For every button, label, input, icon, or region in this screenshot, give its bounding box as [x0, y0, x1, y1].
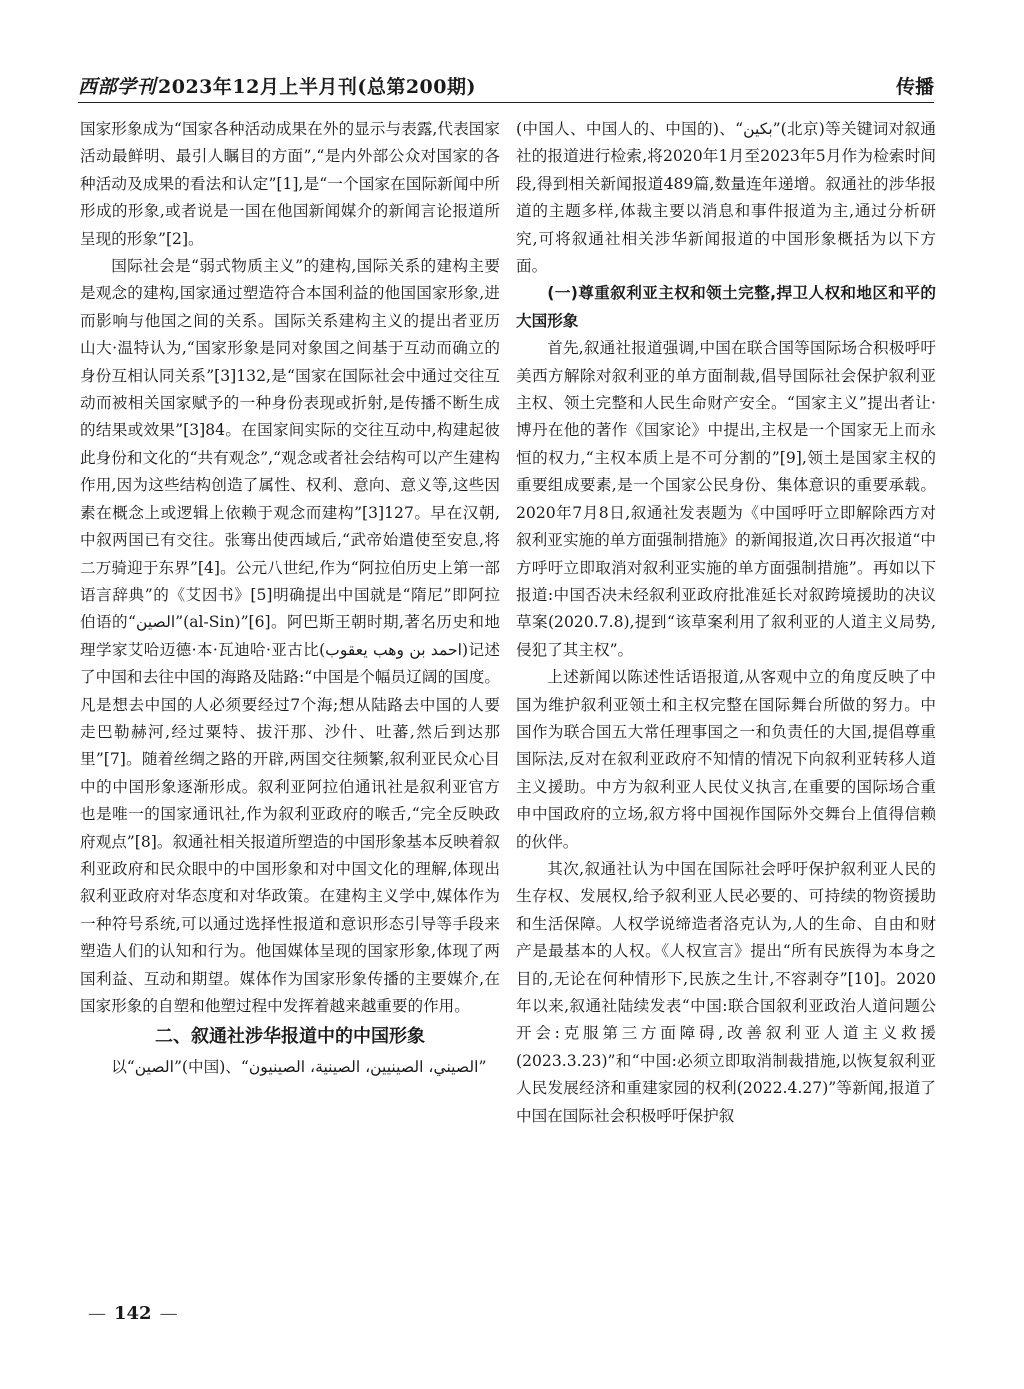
- paragraph: (中国人、中国人的、中国的)、“بكين”(北京)等关键词对叙通社的报道进行检索,将2020年1月至2023年5月作为检索时间段,得到相关新闻报道489篇,数量连年递增。叙通社的涉华报道的主题多样,体裁主要以消息和事件报道为主,通过分析研究,可将叙通社相关涉华新闻报道的中国形象概括为以下方面。: [516, 120, 936, 276]
- page-number: 142: [114, 1303, 152, 1324]
- running-header: [78, 68, 934, 103]
- footer-dash-left: —: [88, 1303, 106, 1324]
- right-column: [516, 116, 936, 1296]
- paragraph: 其次,叙通社认为中国在国际社会呼吁保护叙利亚人民的生存权、发展权,给予叙利亚人民必要的、可持续的物资援助和生活保障。人权学说缔造者洛克认为,人的生命、自由和财产是最基本的人权。《人权宣言》提出“所有民族得为本身之目的,无论在何种情形下,民族之生计,不容剥夺”[10]。2020年以来,叙通社陆续发表“中国:联合国叙利亚政治人道问题公开会:克服第三方面障碍,改善叙利亚人道主义救援(2023.3.23)”和“中国:必须立即取消制裁措施,以恢复叙利亚人民发展经济和重建家园的权利(2022.4.27)”等新闻,报道了中国在国际社会积极呼吁保护叙: [516, 859, 936, 1125]
- section-name: 传播: [895, 76, 934, 98]
- page-footer: [80, 1303, 186, 1324]
- journal-title: [78, 72, 476, 99]
- left-column: [80, 116, 500, 1296]
- journal-logo: 西部学刊: [78, 76, 157, 98]
- issue-info: 2023年12月上半月刊(总第200期): [158, 76, 476, 98]
- footer-dash-right: —: [159, 1303, 178, 1324]
- section-heading: 二、叙通社涉华报道中的中国形象: [155, 1026, 425, 1048]
- paragraph: 上述新闻以陈述性话语报道,从客观中立的角度反映了中国为维护叙利亚领土和主权完整在国际舞台所做的努力。中国作为联合国五大常任理事国之一和负责任的大国,提倡尊重国际法,反对在叙利亚政府不知情的情况下向叙利亚转移人道主义援助。中方为叙利亚人民仗义执言,在重要的国际场合重申中国政府的立场,叙方将中国视作国际外交舞台上值得信赖的伙伴。: [516, 668, 936, 851]
- paragraph: 以“الصين”(中国)、“الصيني، الصينيين، الصينية، الصينيون”: [111, 1058, 487, 1077]
- paragraph: 国家形象成为“国家各种活动成果在外的显示与表露,代表国家活动最鲜明、最引人瞩目的方面”,“是内外部公众对国家的各种活动及成果的看法和认定”[1],是“一个国家在国际新闻中所形成的形象,或者说是一国在他国新闻媒介的新闻言论报道所呈现的形象”[2]。: [80, 120, 500, 248]
- paragraph: 首先,叙通社报道强调,中国在联合国等国际场合积极呼吁美西方解除对叙利亚的单方面制裁,倡导国际社会保护叙利亚主权、领土完整和人民生命财产安全。“国家主义”提出者让·博丹在他的著作《国家论》中提出,主权是一个国家无上而永恒的权力,“主权本质上是不可分割的”[9],领土是国家主权的重要组成要素,是一个国家公民身份、集体意识的重要承载。2020年7月8日,叙通社发表题为《中国呼吁立即解除西方对叙利亚实施的单方面强制措施》的新闻报道,次日再次报道“中方呼吁立即取消对叙利亚实施的单方面强制措施”。再如以下报道:中国否决未经叙利亚政府批准延长对叙跨境援助的决议草案(2020.7.8),提到“该草案利用了叙利亚的人道主义局势,侵犯了其主权”。: [516, 339, 936, 659]
- subsection-heading: (一)尊重叙利亚主权和领土完整,捍卫人权和地区和平的大国形象: [516, 284, 936, 330]
- paragraph: 国际社会是“弱式物质主义”的建构,国际关系的建构主要是观念的建构,国家通过塑造符合本国利益的他国国家形象,进而影响与他国之间的关系。国际关系建构主义的提出者亚历山大·温特认为,“国家形象是同对象国之间基于互动而确立的身份互相认同关系”[3]132,是“国家在国际社会中通过交往互动而被相关国家赋予的一种身份表现或折射,是传播不断生成的结果或效果”[3]84。在国家间实际的交往互动中,构建起彼此身份和文化的“共有观念”,“观念或者社会结构可以产生建构作用,因为这些结构创造了属性、权利、意向、意义等,这些因素在概念上或逻辑上依赖于观念而建构”[3]127。早在汉朝,中叙两国已有交往。张骞出使西域后,“武帝始遣使至安息,将二万骑迎于东界”[4]。公元八世纪,作为“阿拉伯历史上第一部语言辞典”的《艾因书》[5]明确提出中国就是“隋尼”即阿拉伯语的“الصين”(al-Sin)”[6]。阿巴斯王朝时期,著名历史和地理学家艾哈迈德·本·瓦迪哈·亚古比(احمد بن وهب يعقوب)记述了中国和去往中国的海路及陆路:“中国是个幅员辽阔的国度。凡是想去中国的人必须要经过7个海;想从陆路去中国的人要走巴勒赫河,经过粟特、拔汗那、沙什、吐蕃,然后到达那里”[7]。随着丝绸之路的开辟,两国交往频繁,叙利亚民众心目中的中国形象逐渐形成。叙利亚阿拉伯通讯社是叙利亚官方也是唯一的国家通讯社,作为叙利亚政府的喉舌,“完全反映政府观点”[8]。叙通社相关报道所塑造的中国形象基本反映着叙利亚政府和民众眼中的中国形象和对中国文化的理解,体现出叙利亚政府对华态度和对华政策。在建构主义学中,媒体作为一种符号系统,可以通过选择性报道和意识形态引导等手段来塑造人们的认知和行为。他国媒体呈现的国家形象,体现了两国利益、互动和期望。媒体作为国家形象传播的主要媒介,在国家形象的自塑和他塑过程中发挥着越来越重要的作用。: [80, 257, 500, 1015]
